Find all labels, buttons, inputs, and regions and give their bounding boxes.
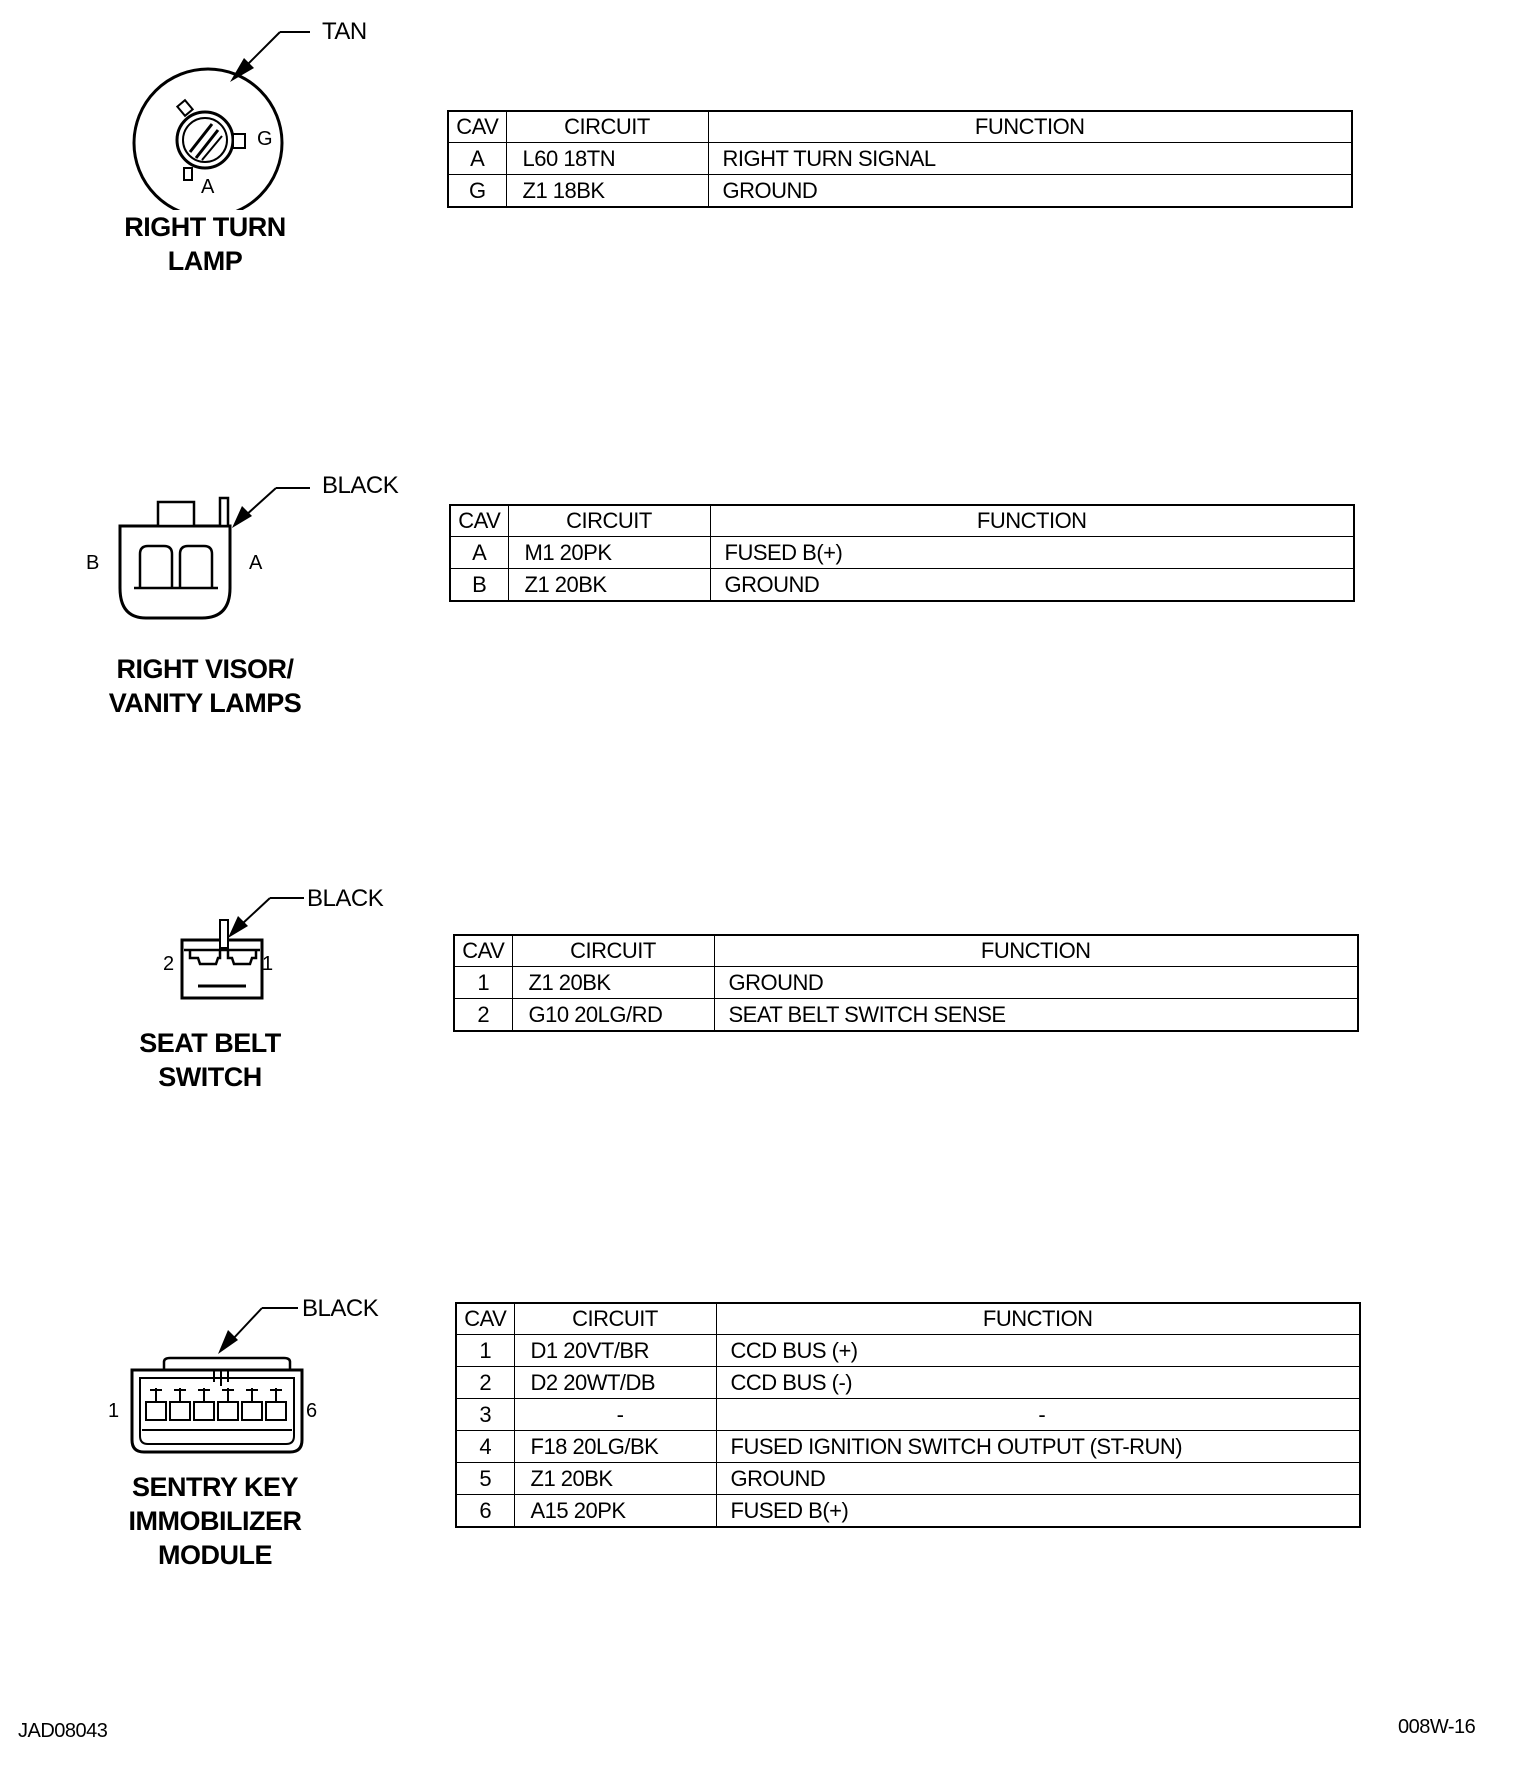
header-circuit: CIRCUIT [508, 505, 710, 537]
function-cell: FUSED B(+) [716, 1495, 1360, 1528]
connector-title: SEAT BELT SWITCH [139, 1028, 281, 1092]
function-cell: CCD BUS (+) [716, 1335, 1360, 1367]
table-row [448, 143, 1352, 175]
connector-title: RIGHT VISOR/ VANITY LAMPS [108, 654, 302, 718]
table-row [456, 1431, 1360, 1463]
connector-title: SENTRY KEY IMMOBILIZER MODULE [128, 1472, 302, 1570]
function-cell: RIGHT TURN SIGNAL [708, 143, 1352, 175]
function-cell: CCD BUS (-) [716, 1367, 1360, 1399]
cav-cell: B [450, 569, 508, 602]
table-row [456, 1367, 1360, 1399]
table-row [456, 1399, 1360, 1431]
table-row [448, 175, 1352, 208]
function-cell: - [716, 1399, 1360, 1431]
function-cell: GROUND [708, 175, 1352, 208]
figure-code-left: JAD08043 [18, 1720, 108, 1742]
table-header-row [456, 1303, 1360, 1335]
pin-label-2: 2 [163, 953, 175, 975]
circuit-cell: L60 18TN [506, 143, 708, 175]
table-row [454, 999, 1358, 1032]
header-circuit: CIRCUIT [512, 935, 714, 967]
table-header-row [454, 935, 1358, 967]
header-function: FUNCTION [714, 935, 1358, 967]
function-cell: GROUND [716, 1463, 1360, 1495]
circuit-cell: F18 20LG/BK [514, 1431, 716, 1463]
pinout-table [455, 1302, 1361, 1528]
circuit-cell: Z1 20BK [508, 569, 710, 602]
connector-title: RIGHT TURN LAMP [124, 212, 286, 276]
cav-cell: 5 [456, 1463, 514, 1495]
header-cav: CAV [450, 505, 508, 537]
cav-cell: 3 [456, 1399, 514, 1431]
pin-label-1: 1 [262, 953, 274, 975]
table-header-row [450, 505, 1354, 537]
function-cell: FUSED IGNITION SWITCH OUTPUT (ST-RUN) [716, 1431, 1360, 1463]
function-cell: FUSED B(+) [710, 537, 1354, 569]
header-function: FUNCTION [708, 111, 1352, 143]
table-row [450, 537, 1354, 569]
function-cell: SEAT BELT SWITCH SENSE [714, 999, 1358, 1032]
cav-cell: 6 [456, 1495, 514, 1528]
header-cav: CAV [454, 935, 512, 967]
header-cav: CAV [456, 1303, 514, 1335]
cav-cell: A [448, 143, 506, 175]
circuit-cell: Z1 20BK [512, 967, 714, 999]
function-cell: GROUND [714, 967, 1358, 999]
table-row [456, 1463, 1360, 1495]
pin-label-g: G [257, 128, 273, 150]
table-row [454, 967, 1358, 999]
table-row [456, 1335, 1360, 1367]
pin-label-a: A [249, 552, 263, 574]
page-code-right: 008W-16 [1398, 1716, 1476, 1738]
header-function: FUNCTION [716, 1303, 1360, 1335]
circuit-cell: G10 20LG/RD [512, 999, 714, 1032]
circuit-cell: D1 20VT/BR [514, 1335, 716, 1367]
circuit-cell: M1 20PK [508, 537, 710, 569]
circuit-cell: Z1 20BK [514, 1463, 716, 1495]
circuit-cell: Z1 18BK [506, 175, 708, 208]
pin-label-6: 6 [306, 1400, 318, 1422]
pinout-table [447, 110, 1353, 208]
header-circuit: CIRCUIT [506, 111, 708, 143]
pin-label-a: A [201, 176, 215, 198]
table-row [450, 569, 1354, 602]
header-function: FUNCTION [710, 505, 1354, 537]
circuit-cell: - [514, 1399, 716, 1431]
header-cav: CAV [448, 111, 506, 143]
pin-label-1: 1 [108, 1400, 120, 1422]
pinout-table [449, 504, 1355, 602]
circuit-cell: D2 20WT/DB [514, 1367, 716, 1399]
cav-cell: A [450, 537, 508, 569]
connector-color-label: BLACK [302, 1295, 379, 1322]
connector-color-label: BLACK [322, 472, 399, 499]
cav-cell: 4 [456, 1431, 514, 1463]
header-circuit: CIRCUIT [514, 1303, 716, 1335]
circuit-cell: A15 20PK [514, 1495, 716, 1528]
pinout-table [453, 934, 1359, 1032]
connector-color-label: BLACK [307, 885, 384, 912]
connector-face-icon [120, 20, 380, 210]
function-cell: GROUND [710, 569, 1354, 602]
cav-cell: 2 [456, 1367, 514, 1399]
cav-cell: 1 [454, 967, 512, 999]
pin-label-b: B [86, 552, 100, 574]
connector-color-label: TAN [322, 18, 367, 45]
cav-cell: G [448, 175, 506, 208]
cav-cell: 2 [454, 999, 512, 1032]
cav-cell: 1 [456, 1335, 514, 1367]
table-header-row [448, 111, 1352, 143]
table-row [456, 1495, 1360, 1528]
